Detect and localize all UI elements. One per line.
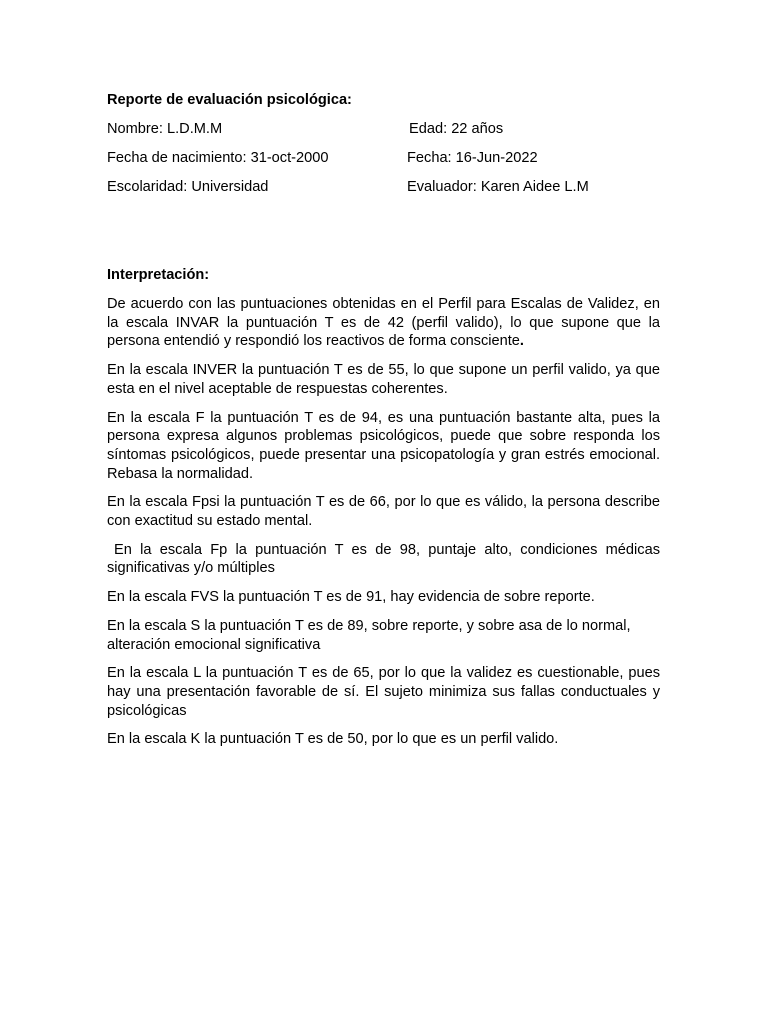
paragraph-invar-text: De acuerdo con las puntuaciones obtenidas en el Perfil para Escalas de Validez, en la escala INVAR la puntuación T es de 42 (perfil valido), lo que supone que la persona entendió y respondió los reactivos de forma consciente xyxy=(107,296,660,350)
info-row-name-age xyxy=(107,120,667,138)
name-field: Nombre: L.D.M.M xyxy=(107,121,223,137)
paragraph-inver: En la escala INVER la puntuación T es de 55, lo que supone un perfil valido, ya que esta en el nivel aceptable de respuestas coherentes. xyxy=(107,362,660,397)
paragraph-fvs: En la escala FVS la puntuación T es de 91, hay evidencia de sobre reporte. xyxy=(107,589,595,606)
report-title: Reporte de evaluación psicológica: xyxy=(107,92,352,108)
paragraph-invar-period: . xyxy=(519,333,524,350)
paragraph-fp: En la escala Fp la puntuación T es de 98, puntaje alto, condiciones médicas significativas y/o múltiples xyxy=(107,541,660,577)
paragraph-s: En la escala S la puntuación T es de 89, sobre reporte, y sobre asa de lo normal, alteración emocional significativa xyxy=(107,617,631,653)
paragraph-invar xyxy=(107,295,660,351)
info-row-birth-date xyxy=(107,149,667,167)
paragraph-f: En la escala F la puntuación T es de 94, es una puntuación bastante alta, pues la persona expresa algunos problemas psicológicos, puede que sobre responda los síntomas psicológicos, puede presentar una psicopatología y gran estrés emocional. Rebasa la normalidad. xyxy=(107,409,660,482)
birth-date-field: Fecha de nacimiento: 31-oct-2000 xyxy=(107,150,329,166)
evaluator-field: Evaluador: Karen Aidee L.M xyxy=(407,179,589,195)
info-row-education-evaluator xyxy=(107,178,667,196)
date-field: Fecha: 16-Jun-2022 xyxy=(407,150,538,166)
education-field: Escolaridad: Universidad xyxy=(107,179,269,195)
paragraph-l: En la escala L la puntuación T es de 65, por lo que la validez es cuestionable, pues hay una presentación favorable de sí. El sujeto minimiza sus fallas conductuales y psicológicas xyxy=(107,665,660,719)
interpretation-heading: Interpretación: xyxy=(107,267,210,283)
paragraph-k: En la escala K la puntuación T es de 50, por lo que es un perfil valido. xyxy=(107,731,559,748)
paragraph-fpsi: En la escala Fpsi la puntuación T es de 66, por lo que es válido, la persona describe con exactitud su estado mental. xyxy=(107,494,660,530)
interpretation-body xyxy=(107,295,660,759)
age-field: Edad: 22 años xyxy=(409,121,504,137)
